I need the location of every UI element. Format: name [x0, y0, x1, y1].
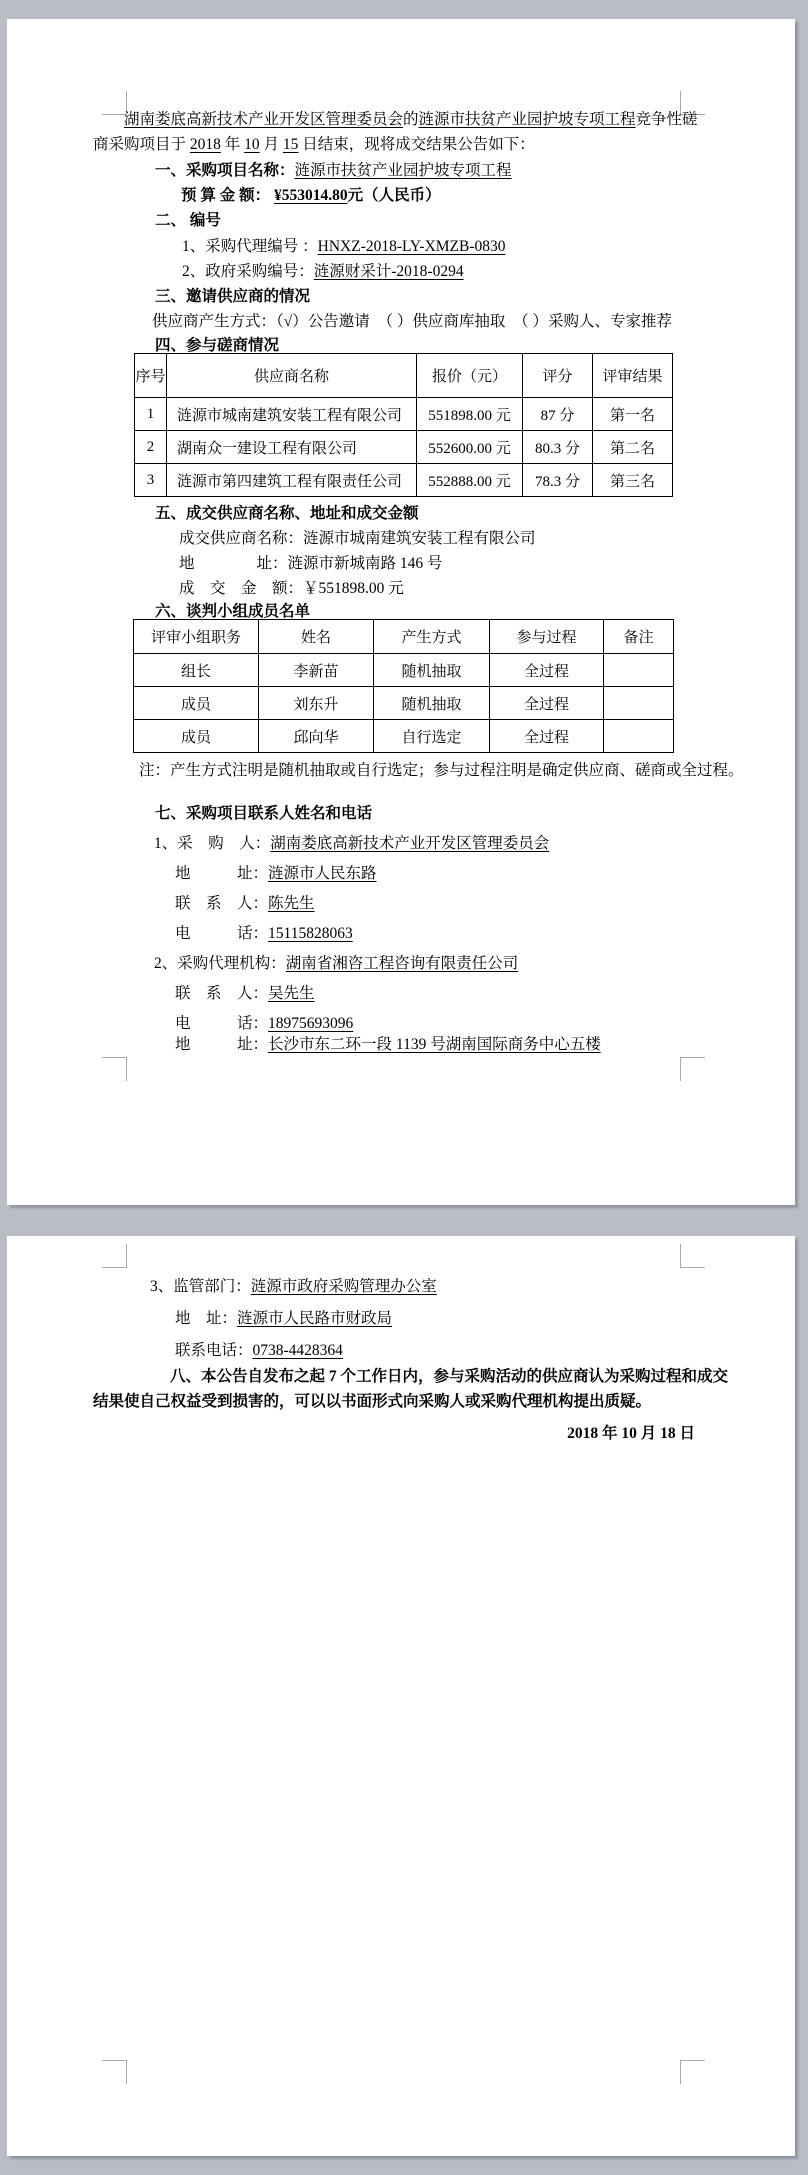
supervisor-phone-value: 0738-4428364: [252, 1342, 343, 1359]
supervisor-line: [150, 1276, 437, 1297]
supplier-row: [135, 431, 673, 464]
intro-text: 的: [403, 111, 419, 128]
winner-name-label: 成交供应商名称：: [179, 530, 304, 547]
end-year-underlined: 2018: [189, 136, 221, 153]
margin-mark-bottom-right: [680, 2060, 705, 2084]
table-note-line: 注：产生方式注明是随机抽取或自行选定；参与过程注明是确定供应商、磋商或全过程。: [139, 762, 744, 779]
margin-mark-top-left: [102, 1244, 127, 1268]
cell-supplier: 涟源市第四建筑工程有限责任公司: [167, 464, 417, 497]
contact-line: [175, 1013, 353, 1034]
contact-line: [154, 953, 518, 974]
contact-line: [175, 923, 353, 944]
supervisor-address-label: 地 址：: [175, 1310, 238, 1327]
supervisor-address-line: [175, 1308, 392, 1329]
header-cell-price: 报价（元）: [417, 354, 523, 398]
contact-line: [175, 863, 377, 884]
section-6-heading: 六、谈判小组成员名单: [155, 603, 311, 620]
section-1-heading: 一、采购项目名称：: [155, 162, 295, 179]
margin-mark-bottom-right: [680, 1057, 705, 1081]
winner-amount-label: 成 交 金 额：: [179, 580, 304, 597]
cell-seq: 1: [135, 398, 167, 431]
agency-number-value: HNXZ-2018-LY-XMZB-0830: [317, 238, 506, 255]
margin-mark-bottom-left: [102, 1057, 127, 1081]
panel-member-row: [134, 654, 674, 687]
panel-members-table: [133, 619, 674, 753]
supplier-row: [135, 398, 673, 431]
gov-number-label: 2、政府采购编号：: [182, 263, 314, 280]
agency-number-line: [182, 236, 506, 257]
header-cell-participation: 参与过程: [490, 620, 604, 654]
cell-supplier: 涟源市城南建筑安装工程有限公司: [167, 398, 417, 431]
contact-line: [175, 983, 315, 1004]
objection-paragraph-line-2: 结果使自己权益受到损害的，可以以书面形式向采购人或采购代理机构提出质疑。: [93, 1393, 652, 1410]
winner-name-value: 涟源市城南建筑安装工程有限公司: [303, 530, 536, 547]
panel-member-row: [134, 720, 674, 753]
cell-seq: 3: [135, 464, 167, 497]
margin-mark-top-right: [680, 1244, 705, 1268]
winner-address-line: [179, 553, 443, 574]
suppliers-table: [134, 353, 673, 497]
budget-label: 预 算 金 额：: [181, 187, 275, 204]
intro-text: 商采购项目于: [93, 136, 190, 153]
section-2-heading: 二、 编号: [155, 212, 221, 229]
header-cell-score: 评分: [523, 354, 593, 398]
header-cell-seq: 序号: [135, 354, 167, 398]
gov-number-line: [182, 261, 464, 282]
intro-text: 竞争性磋: [635, 111, 698, 128]
winner-amount-line: [179, 578, 404, 599]
supervisor-value: 涟源市政府采购管理办公室: [250, 1278, 437, 1295]
budget-line: [181, 185, 441, 206]
contact-line: [175, 1034, 601, 1055]
section-5-heading: 五、成交供应商名称、地址和成交金额: [155, 505, 419, 522]
header-cell-role: 评审小组职务: [134, 620, 259, 654]
cell-remark: [604, 720, 674, 753]
winner-address-value: 涟源市新城南路 146 号: [287, 555, 443, 572]
cell-name: 刘东升: [259, 687, 374, 720]
header-cell-remark: 备注: [604, 620, 674, 654]
intro-paragraph-line-1: [124, 109, 698, 130]
cell-price: 552600.00 元: [417, 431, 523, 464]
intro-text: 月: [259, 136, 283, 153]
contact-value: 涟源市人民东路: [268, 865, 377, 882]
contact-value: 吴先生: [268, 985, 315, 1002]
contact-value: 湖南娄底高新技术产业开发区管理委员会: [270, 835, 550, 852]
cell-score: 80.3 分: [523, 431, 593, 464]
cell-method: 随机抽取: [374, 654, 490, 687]
contact-label: 联 系 人：: [175, 895, 269, 912]
panel-member-row: [134, 687, 674, 720]
supervisor-address-value: 涟源市人民路市财政局: [237, 1310, 393, 1327]
cell-participation: 全过程: [490, 654, 604, 687]
cell-name: 邱向华: [259, 720, 374, 753]
contact-label: 电 话：: [175, 1015, 269, 1032]
cell-name: 李新苗: [259, 654, 374, 687]
contact-label: 电 话：: [175, 925, 269, 942]
section-7-heading: 七、采购项目联系人姓名和电话: [155, 805, 373, 822]
cell-price: 551898.00 元: [417, 398, 523, 431]
panel-table-header-row: [134, 620, 674, 654]
cell-role: 成员: [134, 720, 259, 753]
cell-remark: [604, 687, 674, 720]
cell-result: 第三名: [593, 464, 673, 497]
end-month-underlined: 10: [244, 136, 260, 153]
contact-value: 15115828063: [268, 925, 353, 942]
budget-suffix: 元（人民币）: [347, 187, 441, 204]
project-name-value: 涟源市扶贫产业园护坡专项工程: [294, 162, 512, 179]
contact-value: 18975693096: [268, 1015, 354, 1032]
contact-value: 陈先生: [268, 895, 315, 912]
agency-number-label: 1、采购代理编号 ：: [182, 238, 318, 255]
cell-score: 78.3 分: [523, 464, 593, 497]
announcement-date: 2018 年 10 月 18 日: [567, 1425, 695, 1442]
cell-result: 第二名: [593, 431, 673, 464]
project-name-underlined: 涟源市扶贫产业园护坡专项工程: [418, 111, 636, 128]
margin-mark-bottom-left: [102, 2060, 127, 2084]
contact-label: 2、采购代理机构：: [154, 955, 286, 972]
contact-line: [154, 833, 549, 854]
cell-result: 第一名: [593, 398, 673, 431]
supplier-method-line: 供应商产生方式：（√）公告邀请 （ ）供应商库抽取 （ ）采购人、专家推荐: [152, 313, 673, 330]
contact-line: [175, 893, 315, 914]
supplier-row: [135, 464, 673, 497]
contact-value: 长沙市东二环一段 1139 号湖南国际商务中心五楼: [268, 1036, 601, 1053]
cell-participation: 全过程: [490, 720, 604, 753]
cell-seq: 2: [135, 431, 167, 464]
cell-price: 552888.00 元: [417, 464, 523, 497]
winner-name-line: [179, 528, 536, 549]
contact-label: 地 址：: [175, 865, 269, 882]
intro-text: 年: [220, 136, 245, 153]
intro-paragraph-line-2: [93, 134, 535, 155]
header-cell-name: 姓名: [259, 620, 374, 654]
cell-score: 87 分: [523, 398, 593, 431]
intro-text: 日结束，现将成交结果公告如下：: [298, 136, 535, 153]
contact-label: 1、采 购 人：: [154, 835, 271, 852]
supervisor-phone-line: [175, 1340, 343, 1361]
winner-amount-value: ￥551898.00 元: [303, 580, 404, 597]
end-day-underlined: 15: [282, 136, 299, 153]
header-cell-supplier: 供应商名称: [167, 354, 417, 398]
header-cell-method: 产生方式: [374, 620, 490, 654]
section-4-heading: 四、参与磋商情况: [155, 337, 280, 354]
page-2[interactable]: [7, 1236, 795, 2156]
contact-value: 湖南省湘咨工程咨询有限责任公司: [285, 955, 519, 972]
cell-remark: [604, 654, 674, 687]
header-cell-result: 评审结果: [593, 354, 673, 398]
cell-method: 随机抽取: [374, 687, 490, 720]
contact-label: 地 址：: [175, 1036, 269, 1053]
section-1-line: [155, 160, 512, 181]
page-1[interactable]: [7, 19, 795, 1205]
supervisor-phone-label: 联系电话：: [175, 1342, 253, 1359]
cell-role: 组长: [134, 654, 259, 687]
cell-method: 自行选定: [374, 720, 490, 753]
winner-address-label: 地 址：: [179, 555, 288, 572]
supervisor-label: 3、监管部门：: [150, 1278, 251, 1295]
purchaser-name-underlined: 湖南娄底高新技术产业开发区管理委员会: [124, 111, 404, 128]
budget-amount: ¥553014.80: [274, 187, 348, 204]
cell-participation: 全过程: [490, 687, 604, 720]
section-3-heading: 三、邀请供应商的情况: [155, 288, 311, 305]
cell-role: 成员: [134, 687, 259, 720]
contact-label: 联 系 人：: [175, 985, 269, 1002]
gov-number-value: 涟源财采计-2018-0294: [313, 263, 464, 280]
objection-paragraph-line-1: 八、本公告自发布之起 7 个工作日内，参与采购活动的供应商认为采购过程和成交: [170, 1368, 729, 1385]
cell-supplier: 湖南众一建设工程有限公司: [167, 431, 417, 464]
suppliers-table-header-row: [135, 354, 673, 398]
